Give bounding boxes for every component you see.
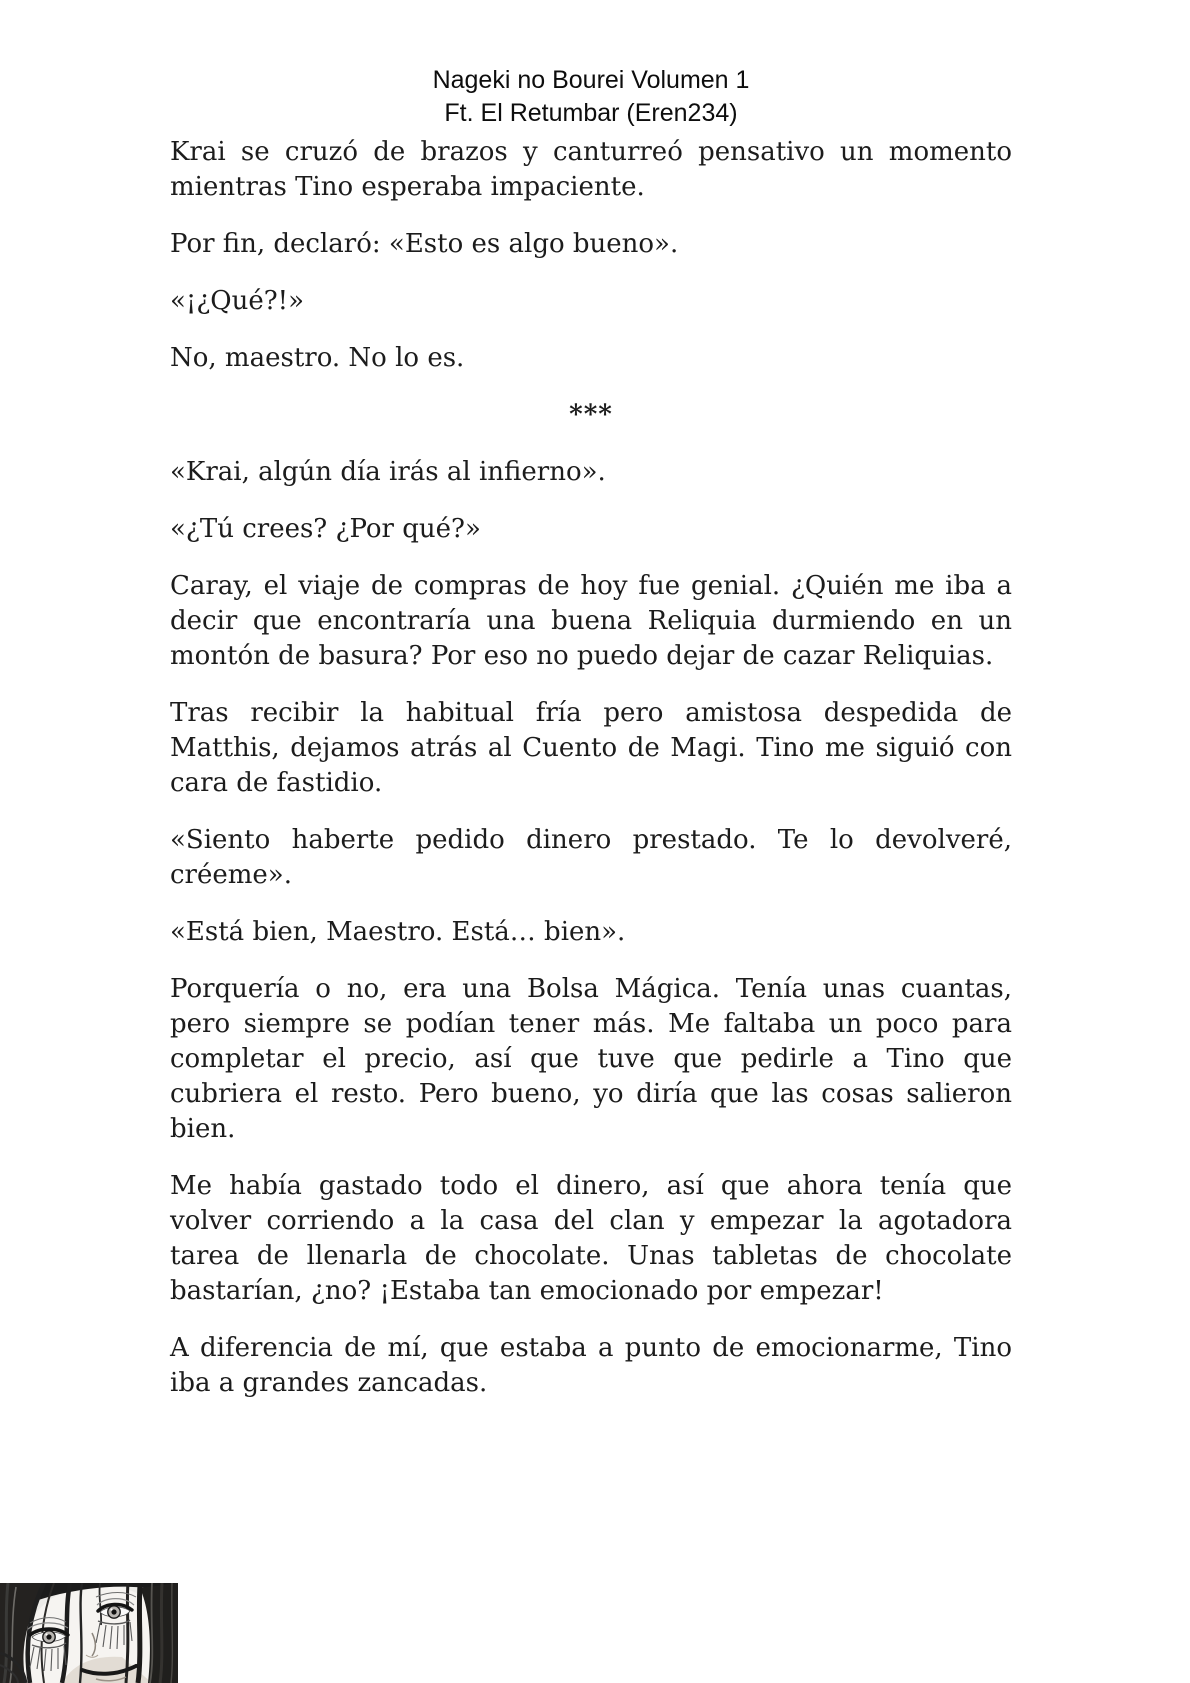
document-body xyxy=(170,135,1012,1401)
paragraph: Tras recibir la habitual fría pero amistosa despedida de Matthis, dejamos atrás al Cuento de Magi. Tino me siguió con cara de fastidio. xyxy=(170,698,1012,798)
paragraph: «Está bien, Maestro. Está… bien». xyxy=(170,917,626,947)
paragraph: Krai se cruzó de brazos y canturreó pensativo un momento mientras Tino esperaba impaciente. xyxy=(170,137,1012,202)
paragraph: Caray, el viaje de compras de hoy fue genial. ¿Quién me iba a decir que encontraría una buena Reliquia durmiendo en un montón de basura? Por eso no puedo dejar de cazar Reliquias. xyxy=(170,571,1012,671)
section-divider: *** xyxy=(569,400,613,430)
paragraph: A diferencia de mí, que estaba a punto de emocionarme, Tino iba a grandes zancadas. xyxy=(170,1333,1012,1398)
manga-face-illustration xyxy=(0,1583,178,1683)
paragraph: «Siento haberte pedido dinero prestado. Te lo devolveré, créeme». xyxy=(170,825,1012,890)
paragraph: No, maestro. No lo es. xyxy=(170,343,465,373)
paragraph: «¿Tú crees? ¿Por qué?» xyxy=(170,514,481,544)
translator-credit: Ft. El Retumbar (Eren234) xyxy=(444,99,738,127)
paragraph: «¡¿Qué?!» xyxy=(170,286,305,316)
document-header xyxy=(170,64,1012,130)
text-column xyxy=(170,64,1012,1423)
volume-title: Nageki no Bourei Volumen 1 xyxy=(432,66,750,94)
paragraph: Por fin, declaró: «Esto es algo bueno». xyxy=(170,229,679,259)
paragraph: Porquería o no, era una Bolsa Mágica. Tenía unas cuantas, pero siempre se podían tener más. Me faltaba un poco para completar el precio, así que tuve que pedirle a Tino que cubriera el resto. Pero bueno, yo diría que las cosas salieron bien. xyxy=(170,974,1012,1144)
paragraph: «Krai, algún día irás al infierno». xyxy=(170,457,606,487)
paragraph: Me había gastado todo el dinero, así que ahora tenía que volver corriendo a la casa del clan y empezar la agotadora tarea de llenarla de chocolate. Unas tabletas de chocolate bastarían, ¿no? ¡Estaba tan emocionado por empezar! xyxy=(170,1171,1012,1306)
manga-face-image xyxy=(0,1583,178,1683)
